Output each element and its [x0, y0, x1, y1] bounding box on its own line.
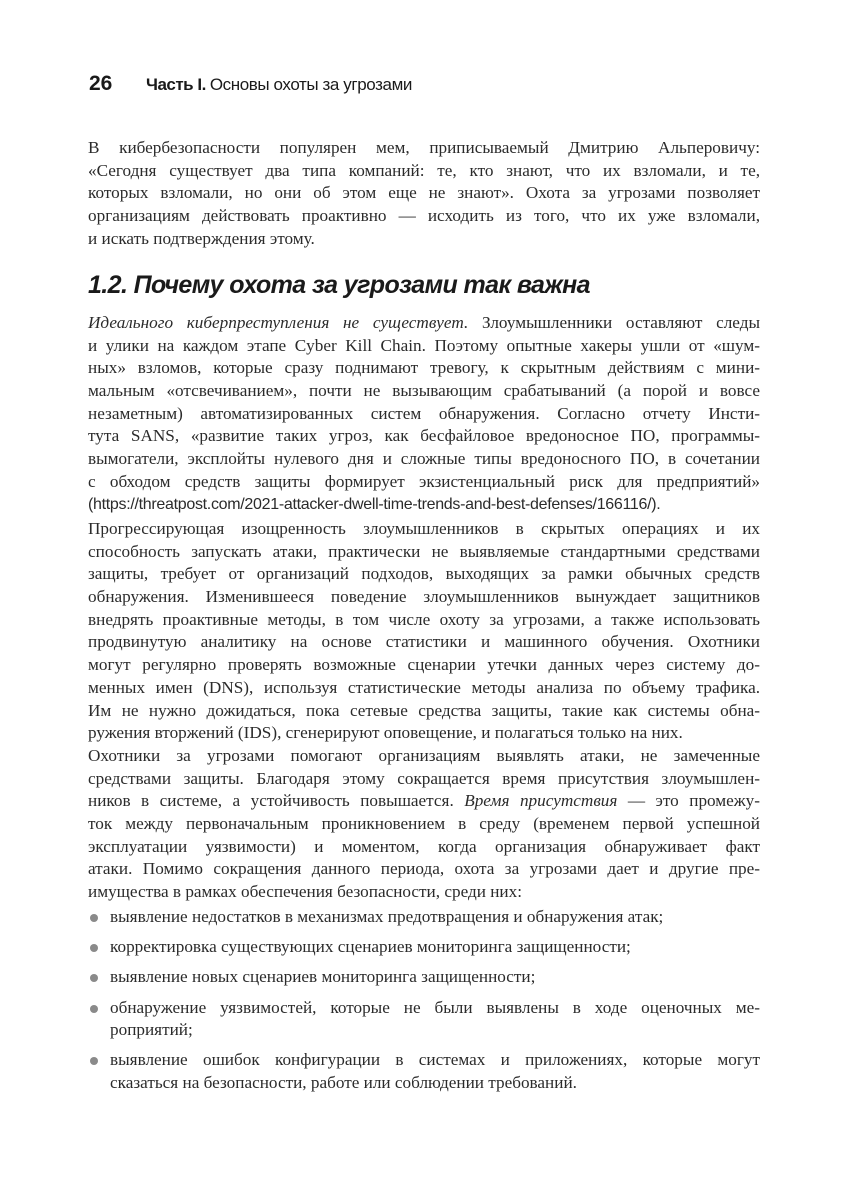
- text-line: продвинутую аналитику на основе статистики и машинного обучения. Охотники: [88, 632, 760, 652]
- text-fragment: ников в системе, а устойчивость повышается.: [88, 791, 465, 811]
- text-line: организациям действовать проактивно — исходить из того, что их уже взломали,: [88, 206, 760, 226]
- text-line: выявление недостатков в механизмах предотвращения и обнаружения атак;: [110, 907, 664, 926]
- text-line: [88, 790, 760, 813]
- section-paragraph-3: [88, 745, 760, 904]
- bullet-icon: [90, 1005, 98, 1013]
- text-line: ных» взломов, которые сразу поднимают тревогу, к скрытным действиям с мини-: [88, 358, 760, 378]
- text-line: ружения вторжений (IDS), сгенерируют оповещение, и полагаться только на них.: [88, 723, 683, 743]
- text-fragment: Злоумышленники оставляют следы: [468, 313, 761, 332]
- text-line: ток между первоначальным проникновением в среду (временем первой успешной: [88, 814, 760, 834]
- section-paragraph-1: [88, 312, 760, 516]
- section-heading: 1.2. Почему охота за угрозами так важна: [88, 271, 590, 299]
- text-line: способность запускать атаки, практически не выявляемые стандартными средствами: [88, 541, 760, 561]
- bullet-icon: [90, 914, 98, 922]
- text-line: В кибербезопасности популярен мем, приписываемый Дмитрию Альперовичу:: [88, 138, 760, 157]
- text-line: могут регулярно проверять возможные сценарии утечки данных через систему до-: [88, 655, 760, 675]
- text-line: «Сегодня существует два типа компаний: те, кто знают, что их взломали, и те,: [88, 160, 760, 180]
- text-line: обнаружения. Изменившееся поведение злоумышленников вынуждает защитников: [88, 587, 760, 607]
- text-line: сказаться на безопасности, работе или соблюдении требований.: [110, 1073, 577, 1093]
- text-line: средствами защиты. Благодаря этому сокращается время присутствия злоумышлен-: [88, 768, 760, 788]
- italic-lead: Идеального киберпреступления не существует.: [88, 313, 469, 332]
- benefits-list: [88, 906, 760, 1102]
- text-fragment: — это промежу-: [617, 791, 760, 811]
- text-line: выявление новых сценариев мониторинга защищенности;: [110, 967, 536, 987]
- text-line: атаки. Помимо сокращения данного периода, охота за угрозами дает и другие пре-: [88, 859, 760, 879]
- part-title: Основы охоты за угрозами: [209, 75, 412, 94]
- running-header: [89, 72, 412, 96]
- text-line: тута SANS, «развитие таких угроз, как бесфайловое вредоносное ПО, программы-: [88, 426, 760, 446]
- text-line: с обходом средств защиты формирует экзистенциальный риск для предприятий»: [88, 471, 760, 491]
- text-line: обнаружение уязвимостей, которые не были выявлены в ходе оценочных ме-: [110, 997, 760, 1017]
- text-line: вымогатели, эксплойты нулевого дня и сложные типы вредоносного ПО, в сочетании: [88, 449, 760, 469]
- text-line: выявление ошибок конфигурации в системах и приложениях, которые могут: [110, 1050, 760, 1070]
- bullet-icon: [90, 1057, 98, 1065]
- text-line: [88, 312, 760, 335]
- list-item: [88, 936, 760, 959]
- list-item: [88, 997, 760, 1042]
- text-line: роприятий;: [110, 1020, 193, 1040]
- text-line: которых взломали, но они об этом еще не знают». Охота за угрозами позволяет: [88, 183, 760, 203]
- text-line: внедрять проактивные методы, в том числе охоту за угрозами, а также использовать: [88, 609, 760, 629]
- text-line: Охотники за угрозами помогают организациям выявлять атаки, не замеченные: [88, 746, 760, 765]
- text-line: имущества в рамках обеспечения безопасности, среди них:: [88, 882, 522, 902]
- intro-paragraph: [88, 137, 760, 250]
- part-label: Часть I.: [146, 75, 206, 94]
- text-line: мальным «отсвечиванием», почти не вызывающим срабатываний (а порой и вовсе: [88, 381, 760, 401]
- source-url: (https://threatpost.com/2021-attacker-dwell-time-trends-and-best-defenses/166116/).: [88, 495, 661, 513]
- text-line: защиты, требует от организаций подходов, выходящих за рамки обычных средств: [88, 564, 760, 584]
- list-item: [88, 906, 760, 929]
- list-item: [88, 966, 760, 989]
- text-line: корректировка существующих сценариев мониторинга защищенности;: [110, 937, 631, 957]
- text-line: Прогрессирующая изощренность злоумышленников в скрытых операциях и их: [88, 519, 760, 538]
- text-line: и улики на каждом этапе Cyber Kill Chain. Поэтому опытные хакеры ушли от «шум-: [88, 335, 760, 355]
- text-line: эксплуатации уязвимости) и моментом, когда организация обнаруживает факт: [88, 836, 760, 856]
- page-number: 26: [89, 72, 113, 95]
- bullet-icon: [90, 974, 98, 982]
- term-dwell-time: Время присутствия: [464, 791, 618, 811]
- text-line: незаметным) автоматизированных систем обнаружения. Согласно отчету Инсти-: [88, 403, 760, 423]
- text-line: менных имен (DNS), используя статистические методы анализа по объему трафика.: [88, 677, 760, 697]
- section-paragraph-2: [88, 518, 760, 745]
- bullet-icon: [90, 944, 98, 952]
- text-line: Им не нужно дожидаться, пока сетевые средства защиты, такие как системы обна-: [88, 700, 760, 720]
- list-item: [88, 1049, 760, 1094]
- text-line: и искать подтверждения этому.: [88, 228, 315, 248]
